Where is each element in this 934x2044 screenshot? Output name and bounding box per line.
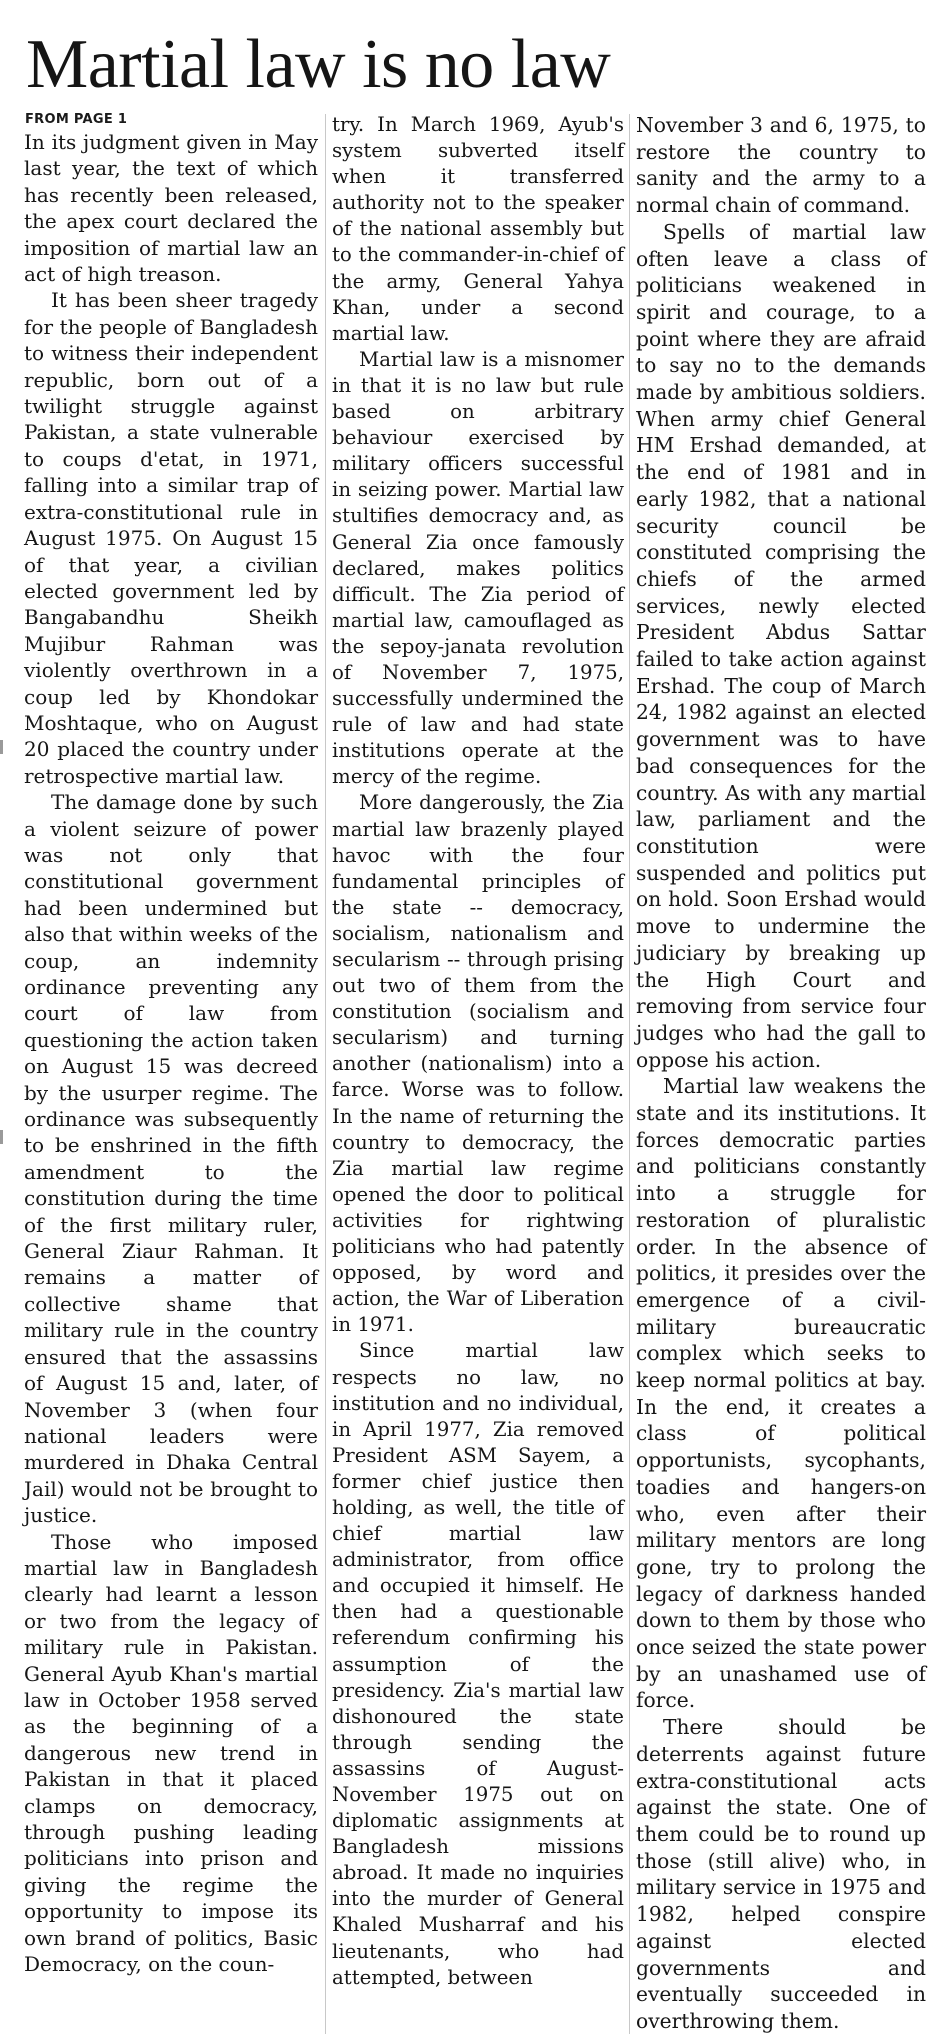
paragraph: In its judgment given in May last year, the text of which has recently been released, the apex court declared the imposition of martial law an act of high treason. [24, 130, 318, 287]
paragraph: More dangerously, the Zia martial law brazenly played havoc with the four fundamental principles of the state -- democracy, socialism, nationalism and secularism -- through prising out two of them from the constitution (socialism and secularism) and turning another (nationalism) into a farce. Worse was to follow. In the name of returning the country to democracy, the Zia martial law regime opened the door to political activities for rightwing politicians who had patently opposed, by word and action, the War of Liberation in 1971. [332, 791, 624, 1337]
paragraph: Martial law is a misnomer in that it is no law but rule based on arbitrary behaviour exercised by military officers successful in seizing power. Martial law stultifies democracy and, as General Zia once famously declared, makes politics difficult. The Zia period of martial law, camouflaged as the sepoy-janata revolution of November 7, 1975, successfully undermined the rule of law and had state institutions operate at the mercy of the regime. [332, 347, 624, 789]
paragraph: Those who imposed martial law in Bangladesh clearly had learnt a lesson or two from the legacy of military rule in Pakistan. General Ayub Khan's martial law in October 1958 served as the beginning of a dangerous new trend in Pakistan in that it placed clamps on democracy, through pushing leading politicians into prison and giving the regime the opportunity to impose its own brand of politics, Basic Democracy, on the coun- [24, 1529, 318, 1977]
page-edge-mark [0, 740, 3, 754]
column-rule-2 [629, 114, 630, 2034]
paragraph: Martial law weakens the state and its institutions. It forces democratic parties and politicians constantly into a struggle for restoration of pluralistic order. In the absence of politics, it presides over the emergence of a civil-military bureaucratic complex which seeks to keep normal politics at bay. In the end, it creates a class of political opportunists, sycophants, toadies and hangers-on who, even after their military mentors are long gone, try to prolong the legacy of darkness handed down to them by those who once seized the state power by an unashamed use of force. [636, 1074, 926, 1713]
paragraph: There should be deterrents against future extra-constitutional acts against the state. One of them could be to round up those (still alive) who, in military service in 1975 and 1982, helped conspire against elected governments and eventually succeeded in overthrowing them. [636, 1715, 926, 2033]
continuation-kicker: FROM PAGE 1 [25, 112, 128, 127]
paragraph: Since martial law respects no law, no institution and no individual, in April 1977, Zia removed President ASM Sayem, a former chief justice then holding, as well, the title of chief martial law administrator, from office and occupied it himself. He then had a questionable referendum confirming his assumption of the presidency. Zia's martial law dishonoured the state through sending the assassins of August-November 1975 out on diplomatic assignments at Bangladesh missions abroad. It made no inquiries into the murder of General Khaled Musharraf and his lieutenants, who had attempted, between [332, 1339, 624, 1989]
article-column-1 [24, 129, 318, 1977]
article-headline: Martial law is no law [26, 26, 611, 103]
article-column-2 [332, 112, 624, 1991]
paragraph: try. In March 1969, Ayub's system subverted itself when it transferred authority not to the speaker of the national assembly but to the commander-in-chief of the army, General Yahya Khan, under a second martial law. [332, 113, 624, 345]
paragraph: November 3 and 6, 1975, to restore the country to sanity and the army to a normal chain of command. [636, 113, 926, 218]
paragraph: Spells of martial law often leave a class of politicians weakened in spirit and courage, to a point where they are afraid to say no to the demands made by ambitious soldiers. When army chief General HM Ershad demanded, at the end of 1981 and in early 1982, that a national security council be constituted comprising the chiefs of the armed services, newly elected President Abdus Sattar failed to take action against Ershad. The coup of March 24, 1982 against an elected government was to have bad consequences for the country. As with any martial law, parliament and the constitution were suspended and politics put on hold. Soon Ershad would move to undermine the judiciary by breaking up the High Court and removing from service four judges who had the gall to oppose his action. [636, 219, 926, 1072]
page-edge-mark [0, 1130, 3, 1144]
column-rule-1 [325, 114, 326, 2034]
article-column-3 [636, 112, 926, 2035]
paragraph: The damage done by such a violent seizure of power was not only that constitutional government had been undermined but also that within weeks of the coup, an indemnity ordinance preventing any court of law from questioning the action taken on August 15 was decreed by the usurper regime. The ordinance was subsequently to be enshrined in the fifth amendment to the constitution during the time of the first military ruler, General Ziaur Rahman. It remains a matter of collective shame that military rule in the country ensured that the assassins of August 15 and, later, of November 3 (when four national leaders were murdered in Dhaka Central Jail) would not be brought to justice. [24, 790, 318, 1528]
paragraph: It has been sheer tragedy for the people of Bangladesh to witness their independent republic, born out of a twilight struggle against Pakistan, a state vulnerable to coups d'etat, in 1971, falling into a similar trap of extra-constitutional rule in August 1975. On August 15 of that year, a civilian elected government led by Bangabandhu Sheikh Mujibur Rahman was violently overthrown in a coup led by Khondokar Moshtaque, who on August 20 placed the country under retrospective martial law. [24, 288, 318, 788]
